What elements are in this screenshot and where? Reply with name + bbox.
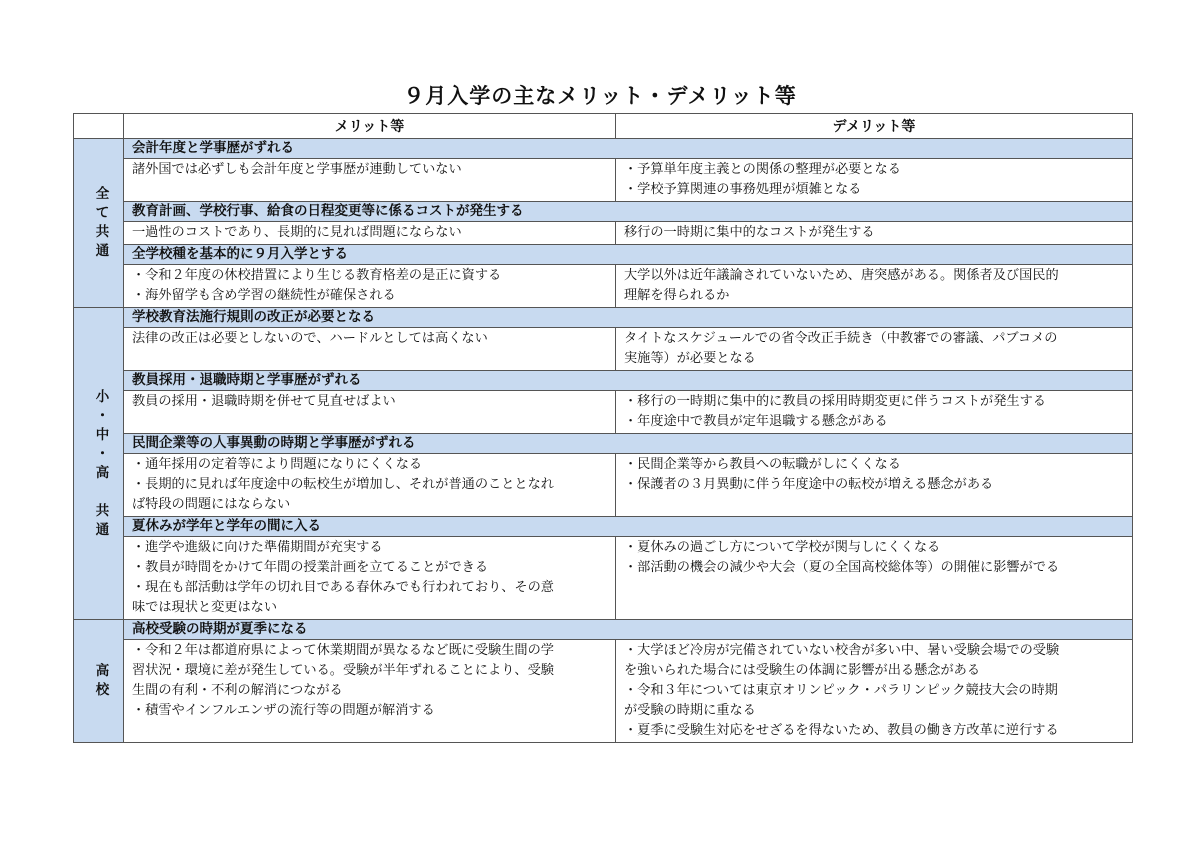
category-char: 高	[95, 663, 110, 679]
demerit-cell	[616, 454, 1133, 517]
section-body-row	[74, 454, 1133, 517]
category-char: 高	[95, 464, 110, 481]
category-char: ・	[95, 445, 110, 462]
cell-line: 理解を得られるか	[624, 288, 730, 303]
category-cell-elem	[74, 308, 124, 620]
demerit-cell	[616, 537, 1133, 620]
cell-line: ・令和２年は都道府県によって休業期間が異なるなど既に受験生間の学	[132, 643, 554, 658]
cell-line: ・進学や進級に向けた準備期間が充実する	[132, 540, 383, 555]
section-heading-row	[74, 202, 1133, 222]
cell-line: ・長期的に見れば年度途中の転校生が増加し、それが普通のこととなれ	[132, 477, 554, 492]
section-heading-row	[74, 308, 1133, 328]
cell-line: ・令和３年については東京オリンピック・パラリンピック競技大会の時期	[624, 683, 1058, 698]
merit-cell	[124, 537, 616, 620]
cell-line: 生間の有利・不利の解消につながる	[132, 683, 343, 698]
section-body-row	[74, 391, 1133, 434]
cell-line: ・年度途中で教員が定年退職する懸念がある	[624, 414, 888, 429]
demerit-cell	[616, 265, 1133, 308]
section-heading: 教育計画、学校行事、給食の日程変更等に係るコストが発生する	[124, 202, 1133, 222]
category-char: て	[95, 205, 110, 221]
merit-cell	[124, 640, 616, 743]
category-char: ・	[95, 407, 110, 424]
cell-line: ・民間企業等から教員への転職がしにくくなる	[624, 457, 901, 472]
merit-cell	[124, 222, 616, 245]
category-char: 共	[95, 224, 110, 240]
cell-line: ・保護者の３月異動に伴う年度途中の転校が増える懸念がある	[624, 477, 994, 492]
category-char	[82, 483, 123, 502]
cell-line: 大学以外は近年議論されていないため、唐突感がある。関係者及び国民的	[624, 268, 1059, 283]
section-body-row	[74, 537, 1133, 620]
demerit-cell	[616, 328, 1133, 371]
cell-line: 習状況・環境に差が発生している。受験が半年ずれることにより、受験	[132, 663, 554, 678]
category-char: 全	[95, 186, 110, 202]
cell-line: ・令和２年度の休校措置により生じる教育格差の是正に資する	[132, 268, 502, 283]
section-body-row	[74, 222, 1133, 245]
cell-line: ・現在も部活動は学年の切れ目である春休みでも行われており、その意	[132, 580, 554, 595]
section-heading-row	[74, 371, 1133, 391]
cell-line: 味では現状と変更はない	[132, 600, 278, 615]
cell-line: 一過性のコストであり、長期的に見れば問題にならない	[132, 225, 462, 240]
cell-line: が受験の時期に重なる	[624, 703, 756, 718]
demerit-cell	[616, 159, 1133, 202]
merit-cell	[124, 328, 616, 371]
cell-line: ・通年採用の定着等により問題になりにくくなる	[132, 457, 423, 472]
cell-line: タイトなスケジュールでの省令改正手続き（中教審での審議、パブコメの	[624, 331, 1058, 346]
category-char: 校	[95, 682, 110, 698]
cell-line: 実施等）が必要となる	[624, 351, 756, 366]
section-heading: 民間企業等の人事異動の時期と学事歴がずれる	[124, 434, 1133, 454]
category-char: 中	[95, 426, 110, 443]
category-cell-high	[74, 620, 124, 743]
cell-line: ・夏休みの過ごし方について学校が関与しにくくなる	[624, 540, 941, 555]
category-char: 通	[95, 243, 110, 259]
section-heading: 全学校種を基本的に９月入学とする	[124, 245, 1133, 265]
cell-line: ・学校予算関連の事務処理が煩雑となる	[624, 182, 862, 197]
section-heading: 教員採用・退職時期と学事歴がずれる	[124, 371, 1133, 391]
merit-cell	[124, 265, 616, 308]
category-cell-all	[74, 139, 124, 308]
cell-line: ・移行の一時期に集中的に教員の採用時期変更に伴うコストが発生する	[624, 394, 1046, 409]
section-heading-row	[74, 245, 1133, 265]
cell-line: 法律の改正は必要としないので、ハードルとしては高くない	[132, 331, 488, 346]
table-header-row	[74, 114, 1133, 139]
section-body-row	[74, 265, 1133, 308]
merit-cell	[124, 454, 616, 517]
section-body-row	[74, 328, 1133, 371]
cell-line: ・夏季に受験生対応をせざるを得ないため、教員の働き方改革に逆行する	[624, 723, 1059, 738]
cell-line: ・海外留学も含め学習の継続性が確保される	[132, 288, 396, 303]
page-title: ９月入学の主なメリット・デメリット等	[403, 84, 797, 108]
cell-line: ・大学ほど冷房が完備されていない校舎が多い中、暑い受験会場での受験	[624, 643, 1060, 658]
section-heading-row	[74, 517, 1133, 537]
section-body-row	[74, 159, 1133, 202]
header-demerit: デメリット等	[616, 114, 1133, 139]
section-heading: 夏休みが学年と学年の間に入る	[124, 517, 1133, 537]
category-char: 小	[95, 388, 110, 405]
cell-line: 教員の採用・退職時期を併せて見直せばよい	[132, 394, 396, 409]
section-heading: 会計年度と学事歴がずれる	[124, 139, 1133, 159]
comparison-table	[73, 113, 1133, 743]
cell-line: ・予算単年度主義との関係の整理が必要となる	[624, 162, 901, 177]
demerit-cell	[616, 391, 1133, 434]
cell-line: ・積雪やインフルエンザの流行等の問題が解消する	[132, 703, 435, 718]
header-merit: メリット等	[124, 114, 616, 139]
cell-line: を強いられた場合には受験生の体調に影響が出る懸念がある	[624, 663, 981, 678]
cell-line: ・教員が時間をかけて年間の授業計画を立てることができる	[132, 560, 489, 575]
cell-line: ば特段の問題にはならない	[132, 497, 291, 512]
section-heading: 学校教育法施行規則の改正が必要となる	[124, 308, 1133, 328]
category-char: 通	[95, 521, 110, 538]
section-heading-row	[74, 139, 1133, 159]
header-blank	[74, 114, 124, 139]
section-heading-row	[74, 434, 1133, 454]
cell-line: 諸外国では必ずしも会計年度と学事歴が連動していない	[132, 162, 462, 177]
section-body-row	[74, 640, 1133, 743]
demerit-cell	[616, 640, 1133, 743]
cell-line: ・部活動の機会の減少や大会（夏の全国高校総体等）の開催に影響がでる	[624, 560, 1060, 575]
merit-cell	[124, 391, 616, 434]
category-char: 共	[95, 502, 110, 519]
demerit-cell	[616, 222, 1133, 245]
cell-line: 移行の一時期に集中的なコストが発生する	[624, 225, 875, 240]
merit-cell	[124, 159, 616, 202]
section-heading-row	[74, 620, 1133, 640]
section-heading: 高校受験の時期が夏季になる	[124, 620, 1133, 640]
